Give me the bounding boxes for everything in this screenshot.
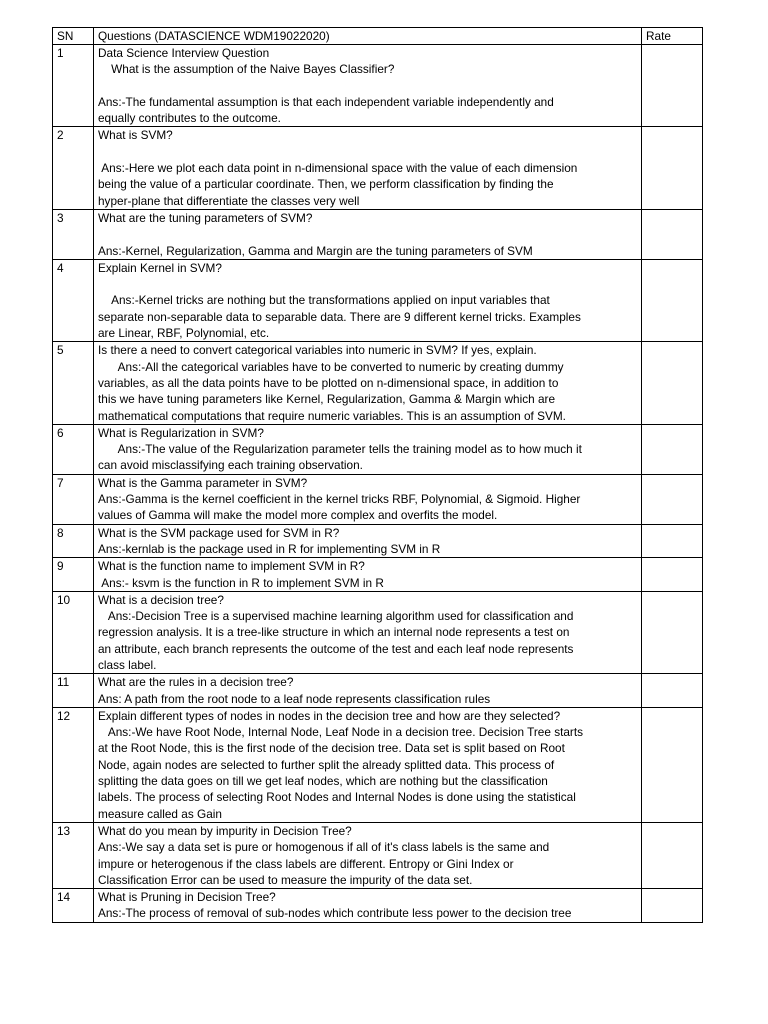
row-sn: 5 xyxy=(53,342,94,424)
row-rate xyxy=(642,822,703,888)
row-question-answer xyxy=(94,822,642,888)
row-sn: 7 xyxy=(53,474,94,524)
row-rate xyxy=(642,424,703,474)
table-row xyxy=(53,209,703,259)
row-sn: 1 xyxy=(53,45,94,127)
row-question-answer xyxy=(94,45,642,127)
qa-text: What is the function name to implement SVM in R? Ans:- ksvm is the function in R to implement SVM in R xyxy=(98,559,384,590)
row-question-answer xyxy=(94,674,642,708)
row-sn: 3 xyxy=(53,209,94,259)
row-sn: 8 xyxy=(53,524,94,558)
row-rate xyxy=(642,707,703,822)
qa-text: What is Pruning in Decision Tree? Ans:-The process of removal of sub-nodes which contribute less power to the decision tree xyxy=(98,890,572,921)
row-question-answer xyxy=(94,707,642,822)
row-sn: 6 xyxy=(53,424,94,474)
row-rate xyxy=(642,45,703,127)
qa-text: What is a decision tree? Ans:-Decision Tree is a supervised machine learning algorithm used for classification and regression analysis. It is a tree-like structure in which an internal node represents a test on an attribute, each branch represents the outcome of the test and each leaf node represents class label. xyxy=(98,592,574,672)
table-row xyxy=(53,524,703,558)
qa-text: Is there a need to convert categorical variables into numeric in SVM? If yes, explain. Ans:-All the categorical variables have to be converted to numeric by creating dummy variables, as all the data points have to be plotted on n-dimensional space, in addition to this we have tuning parameters like Kernel, Regularization, Gamma & Margin which are mathematical computations that require numeric variables. This is an assumption of SVM. xyxy=(98,343,566,423)
qa-text: Explain Kernel in SVM? Ans:-Kernel tricks are nothing but the transformations applied on input variables that separate non-separable data to separable data. There are 9 different kernel tricks. Examples are Linear, RBF, Polynomial, etc. xyxy=(98,260,581,341)
row-sn: 10 xyxy=(53,591,94,673)
row-sn: 4 xyxy=(53,259,94,341)
row-sn: 12 xyxy=(53,707,94,822)
row-sn: 9 xyxy=(53,558,94,592)
row-sn: 13 xyxy=(53,822,94,888)
table-row xyxy=(53,45,703,127)
table-row xyxy=(53,822,703,888)
table-row xyxy=(53,707,703,822)
row-question-answer xyxy=(94,474,642,524)
header-sn: SN xyxy=(53,28,94,45)
qa-text: Explain different types of nodes in nodes in the decision tree and how are they selected? Ans:-We have Root Node, Internal Node, Leaf Node in a decision tree. Decision Tree starts at the Root Node, this is the first node of the decision tree. Data set is split based on Root Node, again nodes are selected to further split the already splitted data. This process of splitting the data goes on till we get leaf nodes, which are nothing but the classification labels. The process of selecting Root Nodes and Internal Nodes is done using the statistical measure called as Gain xyxy=(98,708,584,821)
table-row xyxy=(53,424,703,474)
row-rate xyxy=(642,474,703,524)
row-rate xyxy=(642,259,703,341)
table-row xyxy=(53,674,703,708)
row-question-answer xyxy=(94,209,642,259)
qa-text: What are the tuning parameters of SVM? Ans:-Kernel, Regularization, Gamma and Margin are the tuning parameters of SVM xyxy=(98,210,533,258)
row-question-answer xyxy=(94,424,642,474)
row-rate xyxy=(642,342,703,424)
row-question-answer xyxy=(94,127,642,209)
table-row xyxy=(53,127,703,209)
row-question-answer xyxy=(94,259,642,341)
row-question-answer xyxy=(94,342,642,424)
row-sn: 11 xyxy=(53,674,94,708)
row-rate xyxy=(642,591,703,673)
questions-table xyxy=(52,27,703,923)
row-sn: 2 xyxy=(53,127,94,209)
table-row xyxy=(53,342,703,424)
header-row xyxy=(53,28,703,45)
row-rate xyxy=(642,209,703,259)
qa-text: What is the SVM package used for SVM in R? Ans:-kernlab is the package used in R for implementing SVM in R xyxy=(98,525,441,556)
row-question-answer xyxy=(94,558,642,592)
qa-text: What is SVM? Ans:-Here we plot each data point in n-dimensional space with the value of each dimension being the value of a particular coordinate. Then, we perform classification by finding the hyper-plane that differentiate the classes very well xyxy=(98,128,578,208)
table-row xyxy=(53,889,703,923)
table-row xyxy=(53,558,703,592)
qa-text: What do you mean by impurity in Decision Tree? Ans:-We say a data set is pure or homogenous if all of it's class labels is the same and impure or heterogenous if the class labels are different. Entropy or Gini Index or Classification Error can be used to measure the impurity of the data set. xyxy=(98,823,550,887)
row-rate xyxy=(642,558,703,592)
qa-text: Data Science Interview Question What is the assumption of the Naive Bayes Classifier? Ans:-The fundamental assumption is that each independent variable independently and equally contributes to the outcome. xyxy=(98,46,554,126)
table-row xyxy=(53,474,703,524)
row-question-answer xyxy=(94,591,642,673)
qa-text: What is Regularization in SVM? Ans:-The value of the Regularization parameter tells the training model as to how much it can avoid misclassifying each training observation. xyxy=(98,425,582,473)
table-row xyxy=(53,259,703,341)
row-rate xyxy=(642,889,703,923)
row-rate xyxy=(642,674,703,708)
row-question-answer xyxy=(94,889,642,923)
row-question-answer xyxy=(94,524,642,558)
row-rate xyxy=(642,127,703,209)
header-rate: Rate xyxy=(642,28,703,45)
header-questions: Questions (DATASCIENCE WDM19022020) xyxy=(94,28,642,45)
table-body xyxy=(53,45,703,923)
qa-text: What are the rules in a decision tree? Ans: A path from the root node to a leaf node represents classification rules xyxy=(98,675,491,706)
row-rate xyxy=(642,524,703,558)
qa-text: What is the Gamma parameter in SVM? Ans:-Gamma is the kernel coefficient in the kernel tricks RBF, Polynomial, & Sigmoid. Higher values of Gamma will make the model more complex and overfits the model. xyxy=(98,475,581,523)
row-sn: 14 xyxy=(53,889,94,923)
table-row xyxy=(53,591,703,673)
